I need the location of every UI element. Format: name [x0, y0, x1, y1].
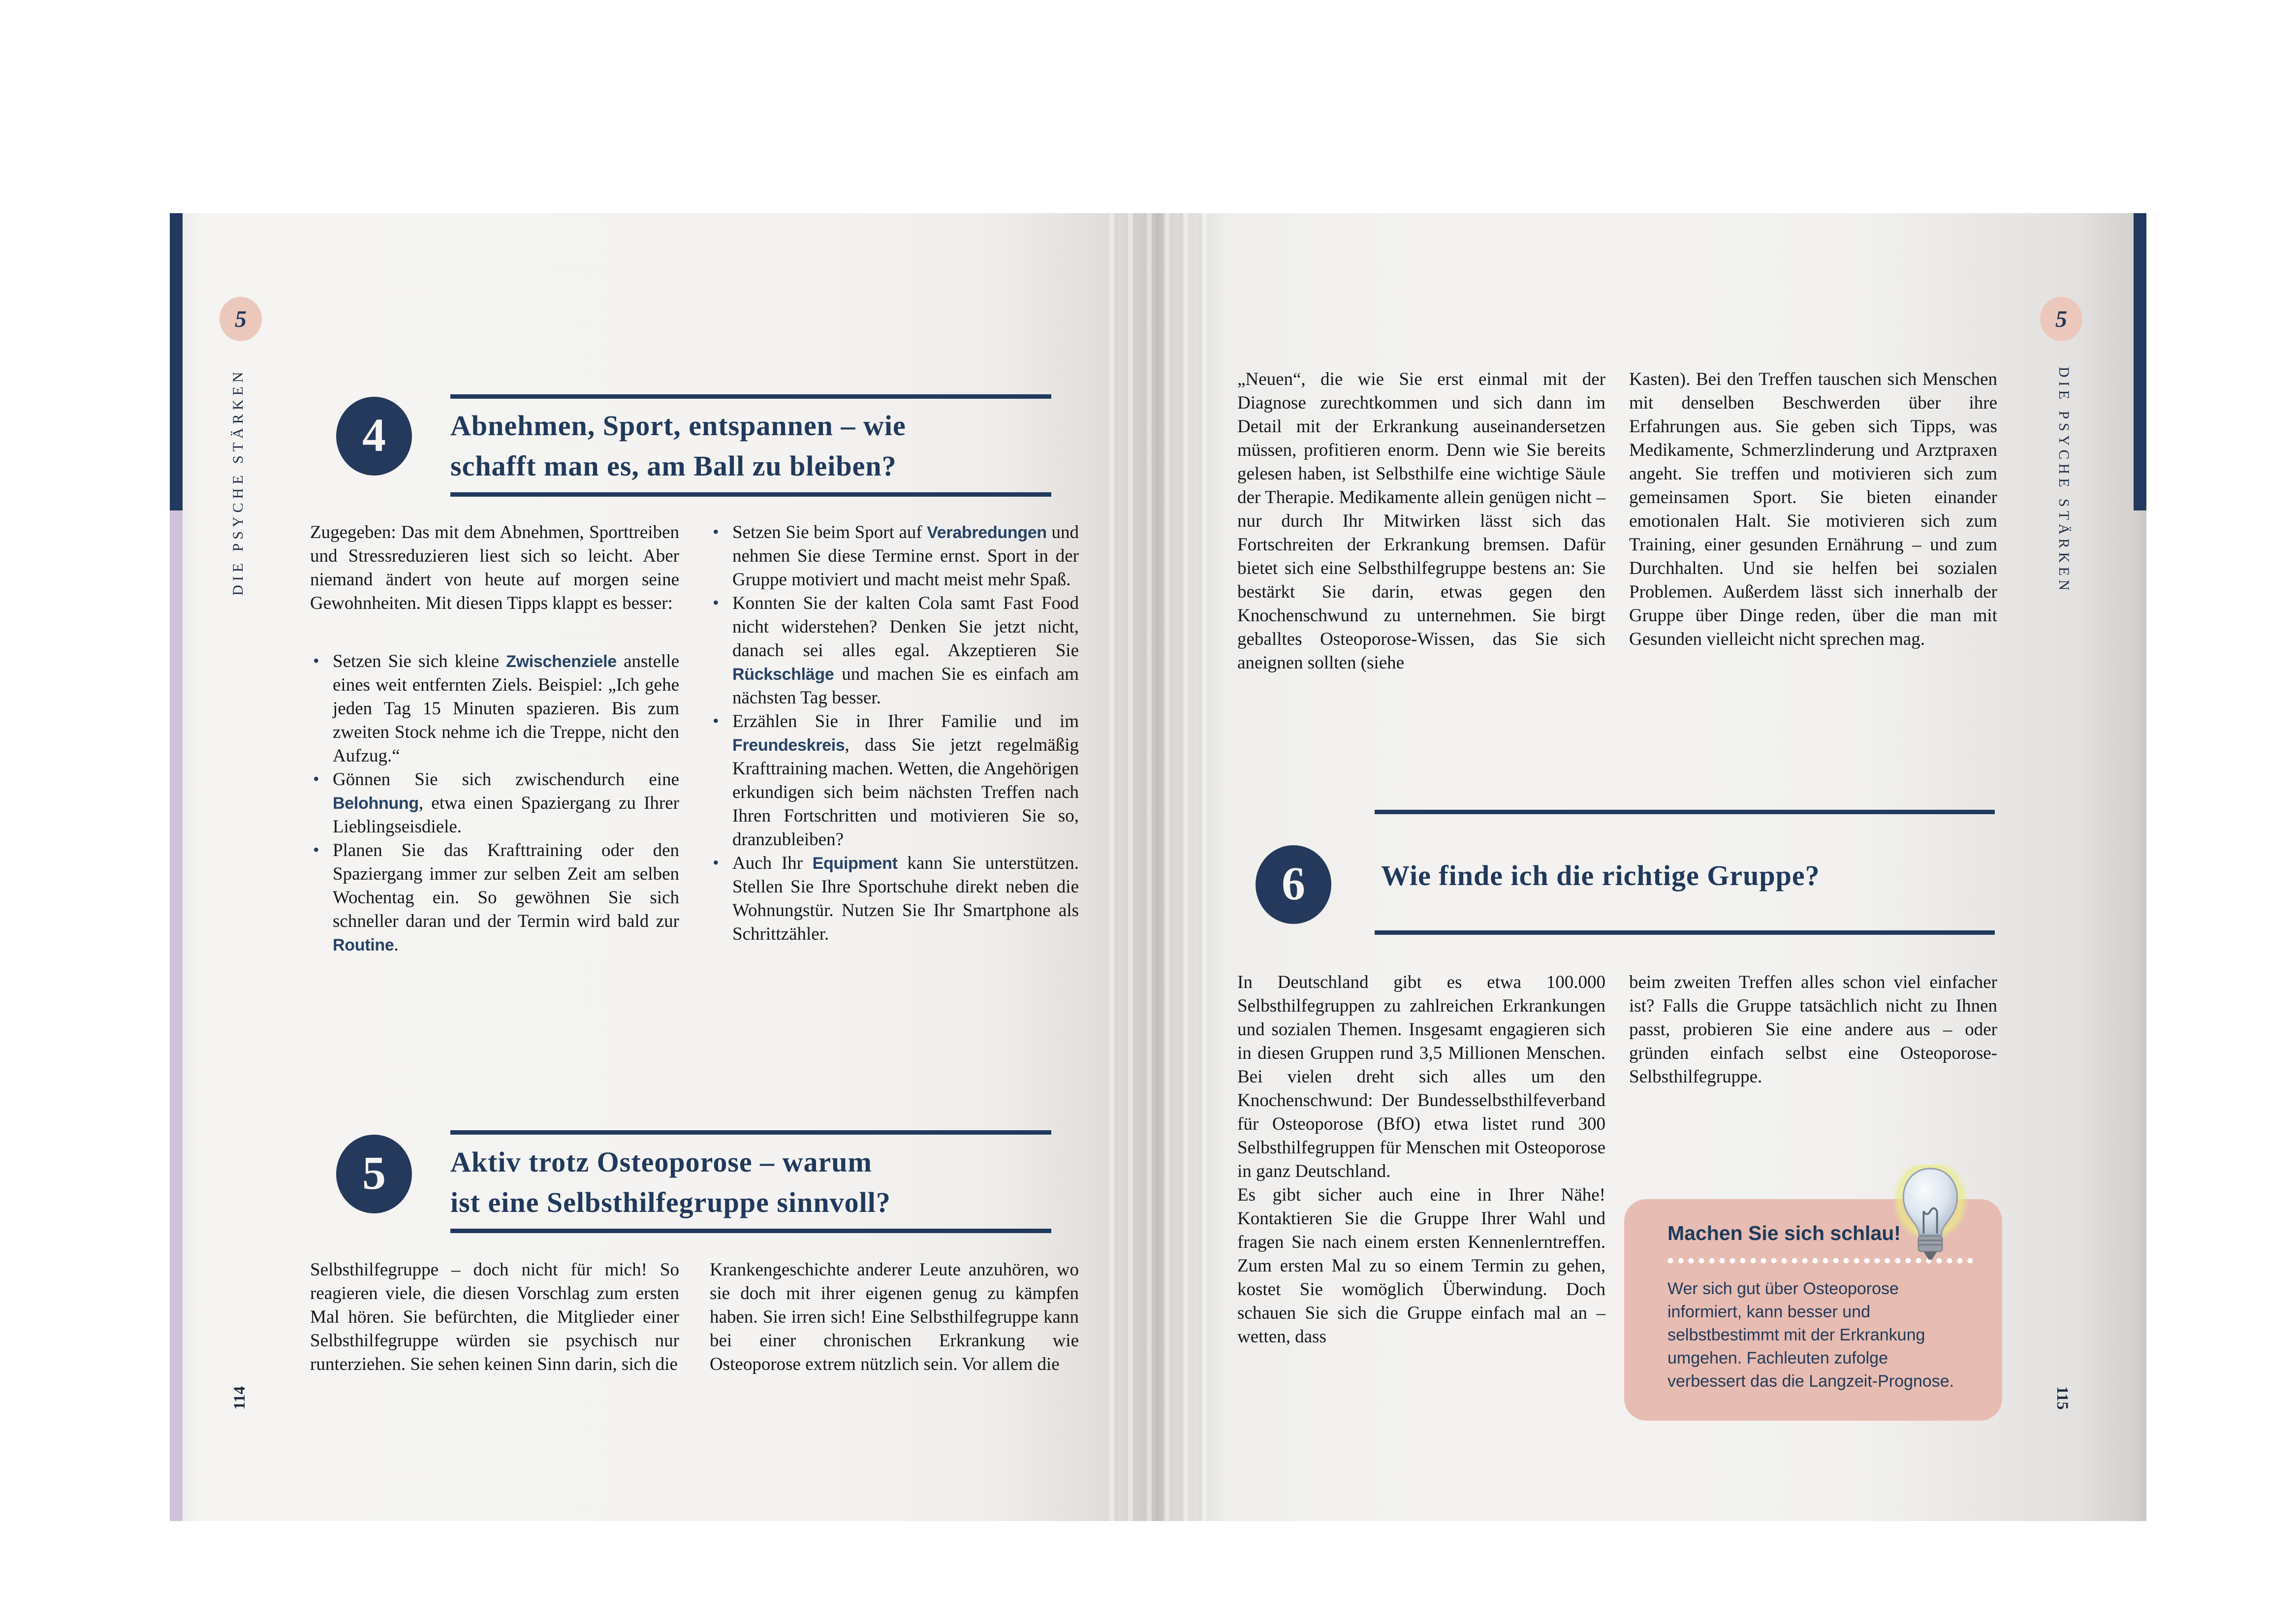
- section-4-intro: Zugegeben: Das mit dem Abnehmen, Sporttreiben und Stressreduzieren liest sich so leicht. Aber niemand ändert von heute auf morgen seine Gewohnheiten. Mit diesen Tipps klappt es besser:: [310, 522, 679, 613]
- bullet-item: [710, 521, 1079, 592]
- section-6-number-circle: [1256, 845, 1331, 924]
- section-6-column-1: [1237, 971, 1605, 1349]
- heading-line: Wie finde ich die richtige Gruppe?: [1381, 859, 1820, 891]
- section-number: 5: [362, 1146, 386, 1199]
- section-5-column-2: [710, 1258, 1079, 1376]
- section-4-heading: [450, 406, 906, 486]
- chapter-number: 5: [235, 306, 247, 332]
- continuation-column-1: [1237, 368, 1605, 675]
- bullet-dot-icon: •: [713, 593, 719, 612]
- section-4-number-circle: [336, 397, 412, 476]
- body-paragraph: „Neuen“, die wie Sie erst einmal mit der Diagnose zurechtkommen und sich dann im Detail mit der Erkrankung auseinandersetzen müssen, profitieren enorm. Denn wie Sie bereits gelesen haben, ist Selbsthilfe eine wichtige Säule der Therapie. Medikamente allein genügen nicht – nur durch Ihr Mitwirken lässt sich das Fortschreiten der Erkrankung bremsen. Dafür bietet sich eine Selbsthilfegruppe bestens an: Sie bestärkt Sie darin, etwas gegen den Knochenschwund zu unternehmen. Sie birgt geballtes Osteoporose-Wissen, das Sie sich aneignen sollten (siehe: [1237, 369, 1605, 673]
- bullet-text: Setzen Sie sich kleine Zwischenziele anstelle eines weit entfernten Ziels. Beispiel: „Ich gehe jeden Tag 15 Minuten spazieren. Bis zum zweiten Stock nehme ich die Treppe, nicht den Aufzug.“: [333, 651, 679, 766]
- tips-list: [710, 521, 1079, 946]
- bullet-item: [310, 768, 679, 839]
- bullet-text: Planen Sie das Krafttraining oder den Spaziergang immer zur selben Zeit am selben Wochentag ein. So gewöhnen Sie sich schneller daran und der Termin wird bald zur Routine.: [333, 840, 679, 955]
- page-number-right: 115: [2053, 1386, 2071, 1410]
- body-paragraph: Es gibt sicher auch eine in Ihrer Nähe! Kontaktieren Sie die Gruppe Ihrer Wahl und fragen Sie nach einem ersten Kennenlerntreffen. Zum ersten Mal zu so einem Termin zu gehen, kostet Sie womöglich Überwindung. Doch schauen Sie sich die Gruppe einfach mal an – wetten, dass: [1237, 1185, 1605, 1347]
- continuation-column-2: [1629, 368, 1997, 651]
- chapter-number: 5: [2055, 306, 2067, 332]
- bullet-text: Konnten Sie der kalten Cola samt Fast Food nicht widerstehen? Denken Sie jetzt nicht, danach sei alles egal. Akzeptieren Sie Rückschläge und machen Sie es einfach am nächsten Tag besser.: [732, 593, 1079, 708]
- bullet-item: [310, 650, 679, 768]
- gutter-shading-right: [1158, 213, 1217, 1521]
- body-paragraph: Krankengeschichte anderer Leute anzuhören, wo sie doch mit ihrer eigenen genug zu kämpfen haben. Sie irren sich! Eine Selbsthilfegruppe kann bei einer chronischen Erkrankung wie Osteoporose extrem nützlich sein. Vor allem die: [710, 1260, 1079, 1374]
- bullet-dot-icon: •: [713, 853, 719, 872]
- section-4-column-2: [710, 521, 1079, 946]
- section-6-column-2: [1629, 971, 1997, 1089]
- bullet-item: [710, 852, 1079, 946]
- bullet-text: Gönnen Sie sich zwischendurch eine Belohnung, etwa einen Spaziergang zu Ihrer Lieblingseisdiele.: [333, 769, 679, 837]
- body-paragraph: Selbsthilfegruppe – doch nicht für mich! So reagieren viele, die diesen Vorschlag zum ersten Mal hören. Sie befürchten, die Mitglieder einer Selbsthilfegruppe würden sie psychisch nur runterziehen. Sie sehen keinen Sinn darin, sich die: [310, 1260, 679, 1374]
- bullet-dot-icon: •: [713, 711, 719, 731]
- section-4-rule-bottom: [450, 492, 1051, 497]
- heading-line: schafft man es, am Ball zu bleiben?: [450, 450, 897, 482]
- bullet-dot-icon: •: [313, 769, 319, 789]
- margin-chapter-label-left: DIE PSYCHE STÄRKEN: [230, 368, 246, 596]
- chapter-tab-lavender-left: [170, 510, 183, 1521]
- section-5-column-1: [310, 1258, 679, 1376]
- body-paragraph: beim zweiten Treffen alles schon viel einfacher ist? Falls die Gruppe tatsächlich nicht zu Ihnen passt, probieren Sie eine andere aus – oder gründen einfach selbst eine Osteoporose-Selbsthilfegruppe.: [1629, 972, 1997, 1087]
- heading-line: Abnehmen, Sport, entspannen – wie: [450, 410, 906, 442]
- bullet-text: Setzen Sie beim Sport auf Verabredungen und nehmen Sie diese Termine ernst. Sport in der Gruppe motiviert und macht meist mehr Spaß.: [732, 522, 1079, 590]
- section-5-rule-top: [450, 1130, 1051, 1135]
- bullet-text: Auch Ihr Equipment kann Sie unterstützen. Stellen Sie Ihre Sportschuhe direkt neben die Wohnungstür. Nutzen Sie Ihr Smartphone als Schrittzähler.: [732, 853, 1079, 944]
- chapter-tab-navy-right: [2134, 213, 2146, 510]
- chapter-tab-navy-left: [170, 213, 183, 510]
- section-6-rule-bottom: [1375, 930, 1995, 935]
- section-4-rule-top: [450, 394, 1051, 399]
- page-number-left: 114: [231, 1386, 249, 1410]
- info-box-body: Wer sich gut über Osteoporose informiert, kann besser und selbstbestimmt mit der Erkrankung umgehen. Fachleuten zufolge verbessert das die Langzeit-Prognose.: [1667, 1279, 1954, 1391]
- heading-line: ist eine Selbsthilfegruppe sinnvoll?: [450, 1186, 891, 1218]
- bullet-dot-icon: •: [713, 522, 719, 541]
- section-number: 6: [1282, 857, 1305, 910]
- section-5-heading: [450, 1142, 891, 1223]
- chapter-number-badge-left: [220, 297, 262, 341]
- chapter-number-badge-right: [2040, 297, 2082, 341]
- gutter-shading-left: [1099, 213, 1158, 1521]
- bullet-item: [710, 710, 1079, 852]
- body-paragraph: In Deutschland gibt es etwa 100.000 Selbsthilfegruppen zu zahlreichen Erkrankungen und sozialen Themen. Insgesamt engagieren sich in diesen Gruppen rund 3,5 Millionen Menschen. Bei vielen dreht sich alles um den Knochenschwund: Der Bundesselbsthilfeverband für Osteoporose (BfO) etwa listet rund 300 Selbsthilfegruppen für Menschen mit Osteoporose in ganz Deutschland.: [1237, 972, 1605, 1181]
- bullet-text: Erzählen Sie in Ihrer Familie und im Freundeskreis, dass Sie jetzt regelmäßig Krafttraining machen. Wetten, die Angehörigen erkundigen sich beim nächsten Treffen nach Ihren Fortschritten und motivieren Sie so, dranzubleiben?: [732, 711, 1079, 850]
- section-6-rule-top: [1375, 810, 1995, 814]
- body-paragraph: Kasten). Bei den Treffen tauschen sich Menschen mit denselben Beschwerden über ihre Erfahrungen aus. Sie geben sich Tipps, was Medikamente, Schmerzlinderung und Arztpraxen angeht. Sie treffen und motivieren sich zum gemeinsamen Sport. Sie bieten einander emotionalen Halt. Sie motivieren sich zum Training, einer gesunden Ernährung – und zum Durchhalten. Und sie helfen bei sozialen Problemen. Außerdem lässt sich innerhalb der Gruppe über Dinge reden, über die man mit Gesunden vielleicht nicht sprechen mag.: [1629, 369, 1997, 649]
- bullet-dot-icon: •: [313, 840, 319, 859]
- bullet-item: [710, 592, 1079, 710]
- tips-list: [310, 650, 679, 957]
- section-4-column-1: [310, 521, 679, 957]
- bullet-item: [310, 839, 679, 957]
- section-5-number-circle: [336, 1135, 412, 1213]
- info-box-title: Machen Sie sich schlau!: [1667, 1222, 1901, 1244]
- section-6-heading: [1381, 856, 1820, 896]
- section-5-rule-bottom: [450, 1229, 1051, 1233]
- heading-line: Aktiv trotz Osteoporose – warum: [450, 1146, 872, 1178]
- section-number: 4: [362, 408, 386, 461]
- bullet-dot-icon: •: [313, 651, 319, 670]
- lightbulb-icon: [1893, 1165, 1968, 1262]
- margin-chapter-label-right: DIE PSYCHE STÄRKEN: [2056, 367, 2072, 595]
